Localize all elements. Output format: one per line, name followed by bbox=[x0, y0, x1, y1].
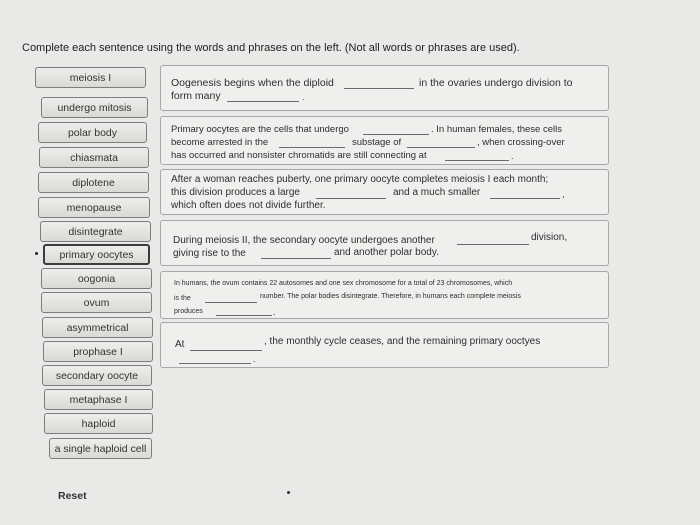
sentence-2-text-b: . In human females, these cells bbox=[431, 124, 562, 135]
sentence-2-period: . bbox=[511, 151, 514, 161]
blank-3b[interactable] bbox=[490, 198, 560, 199]
sentence-6-box bbox=[160, 322, 609, 368]
word-metaphase-i[interactable]: metaphase I bbox=[44, 389, 153, 410]
sentence-2-box bbox=[160, 116, 609, 165]
word-secondary-oocyte[interactable]: secondary oocyte bbox=[42, 365, 152, 386]
word-prophase-i[interactable]: prophase I bbox=[43, 341, 153, 362]
word-haploid[interactable]: haploid bbox=[44, 413, 153, 434]
sentence-6-text-b: , the monthly cycle ceases, and the remaining primary ooctyes bbox=[264, 336, 541, 347]
sentence-1-text-c: form many bbox=[171, 90, 221, 102]
sentence-5-box bbox=[160, 271, 609, 319]
blank-1a[interactable] bbox=[344, 88, 414, 89]
sentence-4-text-d: and another polar body. bbox=[334, 247, 439, 258]
word-asymmetrical[interactable]: asymmetrical bbox=[42, 317, 153, 338]
sentence-1-text-b: in the ovaries undergo division to bbox=[419, 77, 573, 89]
blank-2c[interactable] bbox=[407, 147, 475, 148]
word-primary-oocytes[interactable] bbox=[43, 244, 150, 265]
sentence-1-period: . bbox=[302, 92, 305, 102]
cursor-dot bbox=[287, 491, 290, 494]
sentence-6-period: . bbox=[253, 354, 256, 364]
word-a-single-haploid-cell[interactable]: a single haploid cell bbox=[49, 438, 152, 459]
sentence-3-text-a: After a woman reaches puberty, one primary oocyte completes meiosis I each month; bbox=[171, 174, 549, 185]
word-meiosis-i[interactable]: meiosis I bbox=[35, 67, 146, 88]
blank-1b[interactable] bbox=[227, 101, 299, 102]
sentence-5-text-a: In humans, the ovum contains 22 autosomes and one sex chromosome for a total of 23 chromosomes, which bbox=[174, 280, 513, 287]
word-primary-oocytes-label: primary oocytes bbox=[59, 248, 134, 261]
sentence-4-text-c: giving rise to the bbox=[173, 248, 246, 259]
word-undergo-mitosis[interactable]: undergo mitosis bbox=[41, 97, 148, 118]
sentence-4-box bbox=[160, 220, 609, 266]
sentence-2-text-e: , when crossing-over bbox=[477, 137, 565, 148]
sentence-5-text-d: produces bbox=[174, 308, 203, 315]
instructions-text: Complete each sentence using the words and phrases on the left. (Not all words or phrases are used). bbox=[22, 42, 520, 54]
blank-4a[interactable] bbox=[457, 244, 529, 245]
blank-2d[interactable] bbox=[445, 160, 509, 161]
blank-6b[interactable] bbox=[179, 363, 251, 364]
blank-2b[interactable] bbox=[279, 147, 345, 148]
sentence-1-text-a: Oogenesis begins when the diploid bbox=[171, 77, 334, 89]
sentence-3-text-d: which often does not divide further. bbox=[171, 200, 326, 211]
sentence-3-box bbox=[160, 169, 609, 215]
word-chiasmata[interactable]: chiasmata bbox=[39, 147, 149, 168]
sentence-2-text-c: become arrested in the bbox=[171, 137, 269, 148]
reset-button[interactable]: Reset bbox=[58, 490, 87, 502]
word-diplotene[interactable]: diplotene bbox=[38, 172, 149, 193]
sentence-5-period: . bbox=[273, 307, 276, 317]
blank-2a[interactable] bbox=[363, 134, 429, 135]
sentence-2-text-f: has occurred and nonsister chromatids are still connecting at bbox=[171, 150, 427, 161]
sentence-4-text-b: division, bbox=[531, 232, 568, 243]
word-oogonia[interactable]: oogonia bbox=[41, 268, 152, 289]
sentence-3-comma: , bbox=[562, 189, 565, 199]
word-disintegrate[interactable]: disintegrate bbox=[40, 221, 151, 242]
blank-3a[interactable] bbox=[316, 198, 386, 199]
sentence-2-text-d: substage of bbox=[352, 137, 402, 148]
word-ovum[interactable]: ovum bbox=[41, 292, 152, 313]
blank-5a[interactable] bbox=[205, 302, 257, 303]
blank-5b[interactable] bbox=[216, 315, 272, 316]
blank-6a[interactable] bbox=[190, 350, 262, 351]
sentence-2-text-a: Primary oocytes are the cells that undergo bbox=[171, 124, 349, 135]
word-menopause[interactable]: menopause bbox=[38, 197, 150, 218]
bullet-marker bbox=[35, 252, 38, 255]
sentence-3-text-c: and a much smaller bbox=[393, 187, 481, 198]
sentence-4-text-a: During meiosis II, the secondary oocyte undergoes another bbox=[173, 235, 435, 246]
sentence-5-text-c: number. The polar bodies disintegrate. Therefore, in humans each complete meiosis bbox=[260, 293, 521, 300]
sentence-1-box bbox=[160, 65, 609, 111]
word-polar-body[interactable]: polar body bbox=[38, 122, 147, 143]
blank-4b[interactable] bbox=[261, 258, 331, 259]
sentence-5-text-b: is the bbox=[174, 295, 191, 302]
sentence-3-text-b: this division produces a large bbox=[171, 187, 300, 198]
sentence-6-text-a: At bbox=[175, 339, 185, 350]
